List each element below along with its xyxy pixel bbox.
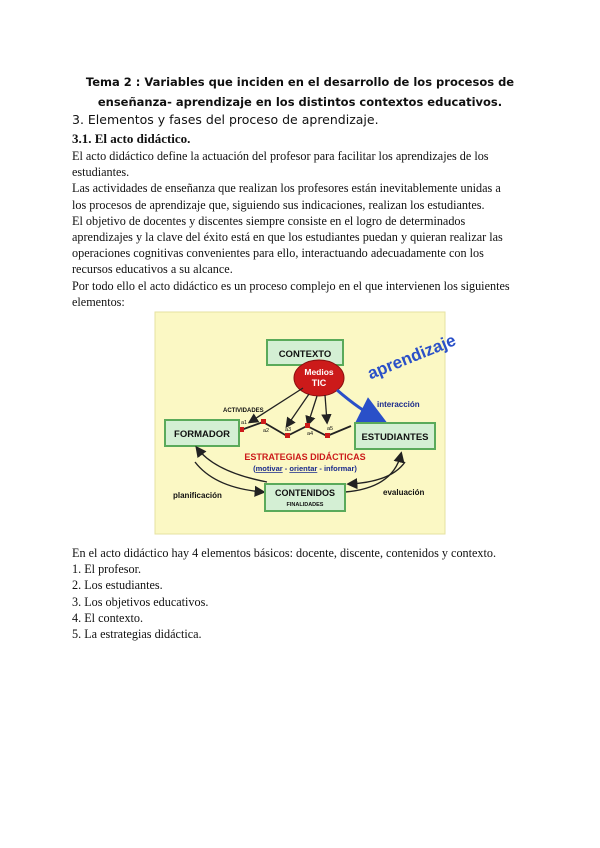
body-paragraphs [72,148,512,310]
acto-didactico-diagram [155,312,459,534]
diagram-svg [155,312,459,534]
title-line-2: enseñanza- aprendizaje en los distintos contextos educativos. [97,95,503,109]
list-item: 5. La estrategias didáctica. [72,627,202,642]
paragraph: Las actividades de enseñanza que realizan los profesores están inevitablemente unidas a los procesos de aprendizaje que, siguiendo sus indicaciones, realizan los estudiantes. [72,181,501,212]
activity-node [261,419,266,424]
contenidos-label: CONTENIDOS [274,488,336,498]
orientar-label: orientar [289,464,318,473]
evaluacion-label: evaluación [383,488,425,497]
paragraph: Por todo ello el acto didáctico es un proceso complejo en el que intervienen los siguientes elementos: [72,278,510,309]
title-line-1: Tema 2 : Variables que inciden en el desarrollo de los procesos de [85,75,515,89]
list-item: 4. El contexto. [72,610,144,625]
paragraph: El acto didáctico define la actuación del profesor para facilitar los aprendizajes de los estudiantes. [72,149,489,180]
list-item: 1. El profesor. [72,562,142,577]
activity-a3-label: a3 [285,427,292,433]
formador-label: FORMADOR [174,429,230,440]
estrategias-label: ESTRATEGIAS DIDÁCTICAS [244,452,366,462]
aprendizaje-label: aprendizaje [364,330,459,384]
contexto-label: CONTEXTO [278,349,332,360]
estudiantes-label: ESTUDIANTES [361,432,429,443]
interaccion-label: interacción [377,400,420,409]
activity-a4-label: a4 [307,431,314,437]
list-item: 3. Los objetivos educativos. [72,594,209,609]
planificacion-label: planificación [173,491,222,500]
medios-label: Medios [304,367,334,377]
document-title [60,72,540,112]
elements-section [72,545,532,642]
activity-a5-label: a5 [327,426,334,432]
activity-a2-label: a2 [263,428,270,434]
activity-a1-label: a1 [241,420,248,426]
motivar-label: motivar [255,464,283,473]
informar-label: - informar) [317,464,357,473]
actividades-label: ACTIVIDADES [223,408,264,414]
paren-open: ( [253,464,256,473]
activity-node [285,433,290,438]
list-item: 2. Los estudiantes. [72,578,163,593]
activity-node [305,423,310,428]
section-heading: 3. Elementos y fases del proceso de aprendizaje. [72,112,379,127]
tic-label: TIC [311,378,327,388]
separator: - [282,464,290,473]
estrategias-sub [253,464,357,473]
subsection-heading: 3.1. El acto didáctico. [72,131,191,146]
elements-intro: En el acto didáctico hay 4 elementos básicos: docente, discente, contenidos y contexto. [72,546,497,560]
activity-node [325,433,330,438]
finalidades-label: FINALIDADES [286,502,324,508]
paragraph: El objetivo de docentes y discentes siempre consiste en el logro de determinados aprendizajes y la clave del éxito está en que los estudiantes puedan y quieran realizar las operaciones cognitivas convenientes para ello, interactuando adecuadamente con los recursos educativos a su alcance. [72,213,503,277]
